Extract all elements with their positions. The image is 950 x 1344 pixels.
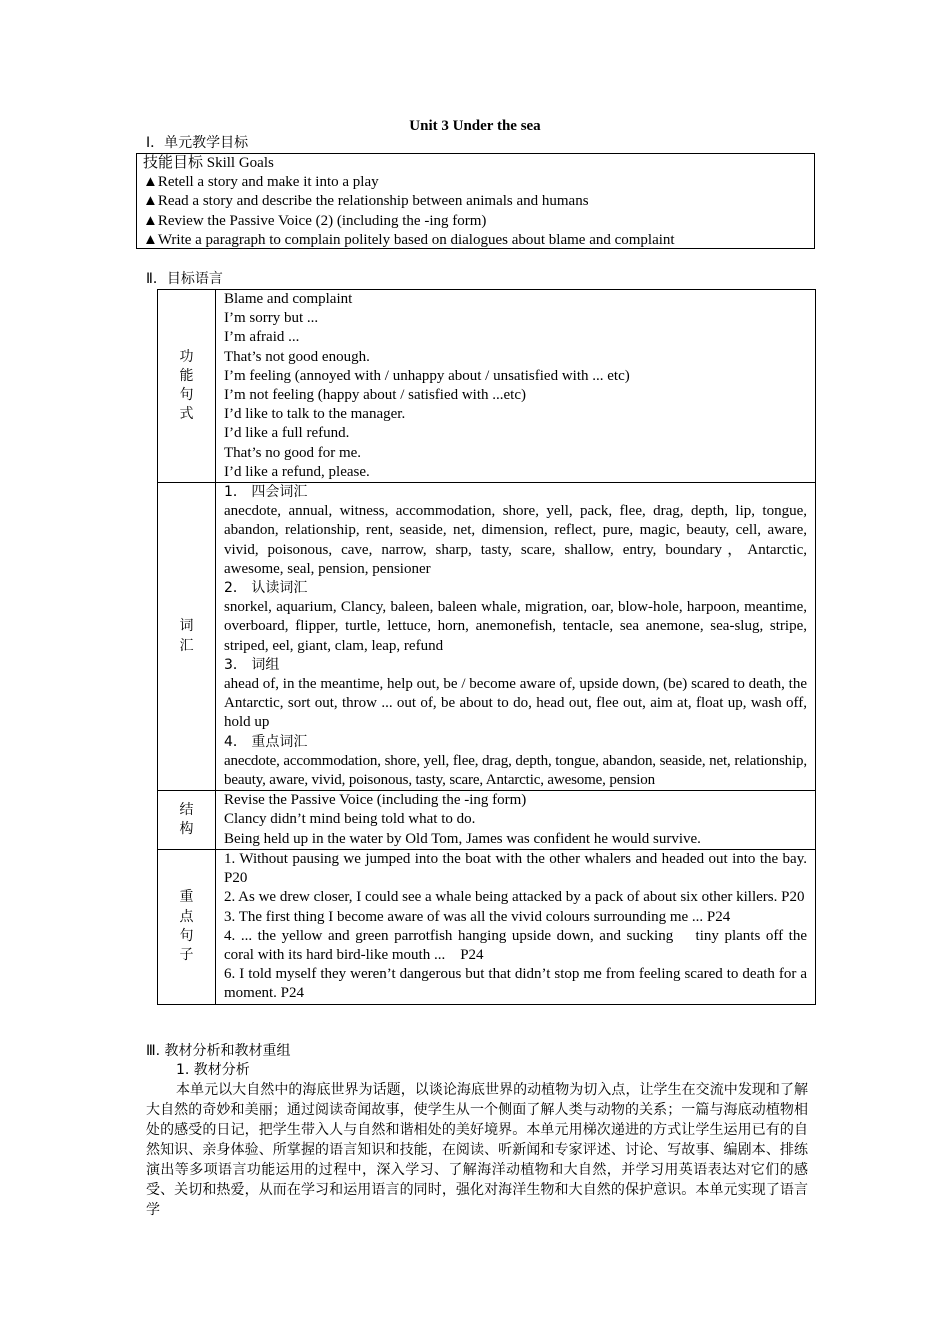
functional-line: I’m afraid ... [224,329,300,346]
key-sentence: 4. ... the yellow and green parrotfish hanging upside down, and sucking tiny plants off the coral with its hard bird-like mouth ... P24 [224,927,811,963]
goal-item: ▲Read a story and describe the relationship between animals and humans [143,193,589,210]
vocab-text: anecdote, accommodation, shore, yell, flee, drag, depth, tongue, abandon, seaside, net, relationship, beauty, aware, vivid, poisonous, tasty, scare, Antarctic, awesome, pension [224,752,807,789]
functional-line: I’m sorry but ... [224,310,319,327]
vocab-text: snorkel, aquarium, Clancy, baleen, baleen whale, migration, oar, blow-hole, harpoon, meantime, overboard, flipper, turtle, lettuce, horn, anemonefish, tentacle, sea anemone, sea-slug, stripe, striped, eel, giant, clam, leap, refund [224,599,807,654]
vocab-subheading: 4． 重点词汇 [224,733,308,750]
section3-heading: Ⅲ. 教材分析和教材重组 [146,1043,291,1059]
goal-item: ▲Retell a story and make it into a play [143,174,379,191]
functional-line: I’d like a refund, please. [224,463,370,480]
vocabulary-label-cell: 词 汇 [158,483,216,791]
skill-goals-title: 技能目标 Skill Goals [143,155,274,171]
section2-heading: Ⅱ．目标语言 [146,271,223,287]
table-row [158,849,816,1004]
table-row [158,791,816,850]
structure-line: Clancy didn’t mind being told what to do. [224,811,476,828]
target-language-table [157,289,816,1005]
key-sentences-label-cell: 重 点 句 子 [158,849,216,1004]
key-sentence: 1. Without pausing we jumped into the boat with the other whalers and headed out into the bay. P20 [224,850,807,887]
structure-line: Being held up in the water by Old Tom, James was confident he would survive. [224,830,701,847]
structure-content-cell [216,791,816,850]
vocab-subheading: 1． 四会词汇 [224,484,308,501]
functional-label-cell: 功 能 句 式 [158,290,216,483]
skill-goals-box [136,153,815,249]
key-sentence: 2. As we drew closer, I could see a whale being attacked by a pack of about six other killers. P20 [224,889,805,906]
table-row [158,483,816,791]
vocab-text: ahead of, in the meantime, help out, be / become aware of, upside down, (be) scared to death, the Antarctic, sort out, throw ... out of, be about to do, head out, flee out, aim at, float up, wash off, hold up [224,676,807,731]
functional-line: I’d like to talk to the manager. [224,406,406,423]
structure-line: Revise the Passive Voice (including the -ing form) [224,792,527,809]
functional-line: Blame and complaint [224,291,353,307]
vocabulary-content-cell [216,483,816,791]
section3-subheading: 1. 教材分析 [176,1062,250,1079]
functional-line: I’d like a full refund. [224,425,350,442]
section3 [146,1042,808,1220]
functional-line: That’s not good enough. [224,348,370,365]
section1-heading: Ⅰ．单元教学目标 [146,135,249,151]
table-row [158,290,816,483]
functional-line: I’m not feeling (happy about / satisfied with ...etc) [224,387,526,404]
goal-item: ▲Write a paragraph to complain politely based on dialogues about blame and complaint [143,231,675,248]
functional-line: I’m feeling (annoyed with / unhappy about / unsatisfied with ... etc) [224,367,630,384]
goal-item: ▲Review the Passive Voice (2) (including the -ing form) [143,212,487,229]
functional-content-cell [216,290,816,483]
functional-line: That’s no good for me. [224,444,362,461]
vocab-subheading: 3． 词组 [224,656,280,673]
unit-title: Unit 3 Under the sea [409,118,541,134]
key-sentence: 3. The first thing I become aware of was all the vivid colours surrounding me ... P24 [224,908,731,925]
structure-label-cell: 结 构 [158,791,216,850]
vocab-text: anecdote, annual, witness, accommodation, shore, yell, pack, flee, drag, depth, lip, tongue, abandon, relationship, rent, seaside, net, dimension, reflect, pure, magic, beauty, cell, aware, vivid, poisonous, cave, narrow, sharp, tasty, scare, shallow, entry, boundary，Antarctic, awesome, seal, pension, pensioner [224,503,807,577]
vocab-subheading: 2． 认读词汇 [224,580,308,597]
key-sentences-content-cell [216,849,816,1004]
key-sentence: 6. I told myself they weren’t dangerous but that didn’t stop me from feeling scared to death for a moment. P24 [224,966,807,1002]
analysis-paragraph: 本单元以大自然中的海底世界为话题，以谈论海底世界的动植物为切入点，让学生在交流中发现和了解大自然的奇妙和美丽；通过阅读奇闻故事，使学生从一个侧面了解人类与动物的关系；一篇与海底动植物相处的感受的日记，把学生带入人与自然和谐相处的美好境界。本单元用梯次递进的方式让学生运用已有的自然知识、亲身体验、所掌握的语言知识和技能，在阅读、听新闻和专家评述、讨论、写故事、编剧本、排练演出等多项语言功能运用的过程中，深入学习、了解海洋动植物和大自然，并学习用英语表达对它们的感受、关切和热爱，从而在学习和运用语言的同时，强化对海洋生物和大自然的保护意识。本单元实现了语言学 [146,1082,808,1219]
